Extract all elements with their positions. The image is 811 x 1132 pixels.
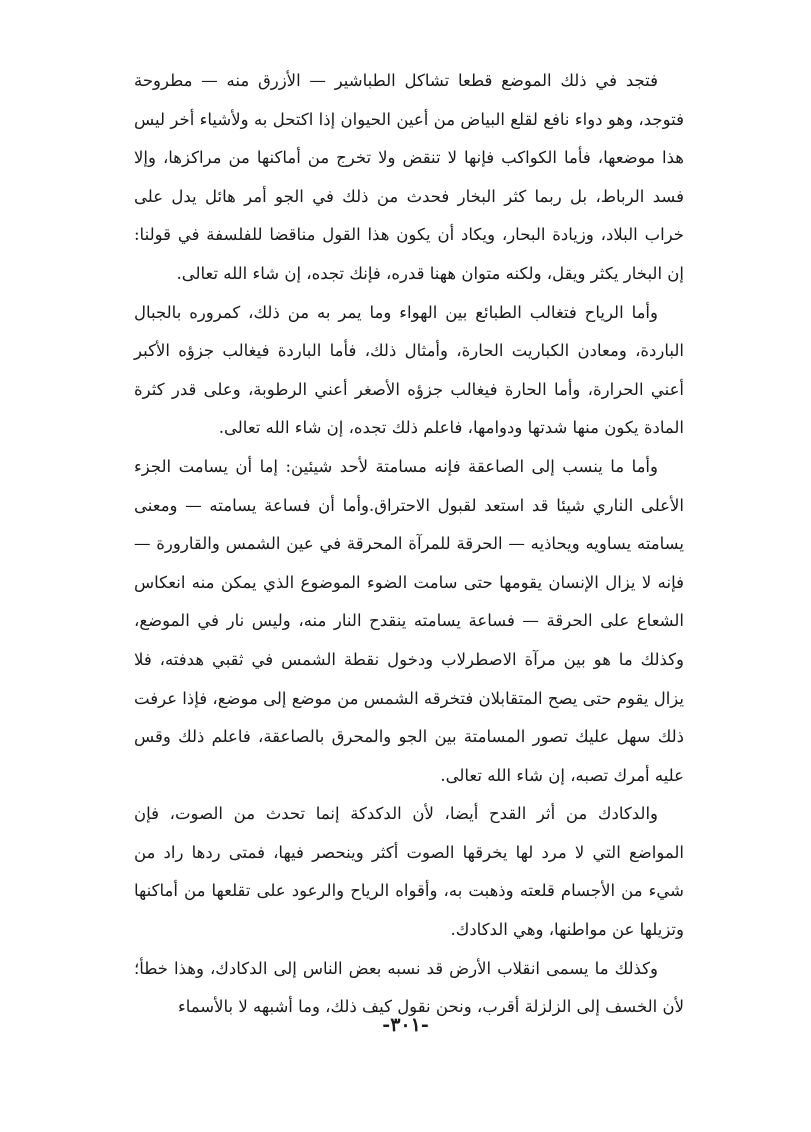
text-body: [134, 62, 684, 1027]
paragraph: وكذلك ما يسمى انقلاب الأرض قد نسبه بعض الناس إلى الدكادك، وهذا خطأ؛ لأن الخسف إلى الزلزلة أقرب، ونحن نقول كيف ذلك، وما أشبهه لا بالأسماء: [134, 958, 684, 1017]
paragraph: وأما ما ينسب إلى الصاعقة فإنه مسامتة لأحد شيئين: إما أن يسامت الجزء الأعلى الناري شيئا قد استعد لقبول الاحتراق.وأما أن فساعة يسامته — ومعنى يسامته يساويه ويحاذيه — الحرقة للمرآة المحرقة في عين الشمس والقارورة — فإنه لا يزال الإنسان يقومها حتى سامت الضوء الموضوع الذي يمكن منه انعكاس الشعاع على الحرقة — فساعة يسامته ينقدح النار منه، وليس نار في الموضع، وكذلك ما هو بين مرآة الاصطرلاب ودخول نقطة الشمس في ثقبي هدفته، فلا يزال يقوم حتى يصح المتقابلان فتخرقه الشمس من موضع إلى موضع، فإذا عرفت ذلك سهل عليك تصور المسامتة بين الجو والمحرق بالصاعقة، فاعلم ذلك وقس عليه أمرك تصبه، إن شاء الله تعالى.: [134, 456, 684, 785]
paragraph: والدكادك من أثر القدح أيضا، لأن الدكدكة إنما تحدث من الصوت، فإن المواضع التي لا مرد لها يخرقها الصوت أكثر وينحصر فيها، فمتى ردها راد من شيء من الأجسام قلعته وذهبت به، وأقواه الرياح والرعود على تقلعها من أماكنها وتزيلها عن مواطنها، وهي الدكادك.: [134, 804, 684, 940]
paragraph: وأما الرياح فتغالب الطبائع بين الهواء وما يمر به من ذلك، كمروره بالجبال الباردة، ومعادن الكباريت الحارة، وأمثال ذلك، فأما الباردة فيغالب جزؤه الأكبر أعني الحرارة، وأما الحارة فيغالب جزؤه الأصغر أعني الرطوبة، وعلى قدر كثرة المادة يكون منها شدتها ودوامها، فاعلم ذلك تجده، إن شاء الله تعالى.: [134, 302, 684, 438]
paragraph: فتجد في ذلك الموضع قطعا تشاكل الطباشير — الأزرق منه — مطروحة فتوجد، وهو دواء نافع لقلع البياض من أعين الحيوان إذا اكتحل به ولأشياء أخر ليس هذا موضعها، فأما الكواكب فإنها لا تنقض ولا تخرج من أماكنها من مراكزها، وإلا فسد الرباط، بل ربما كثر البخار فحدث من ذلك في الجو أمر هائل يدل على خراب البلاد، وزيادة البحار، ويكاد أن يكون هذا القول مناقضا للفلسفة في قولنا: إن البخار يكثر ويقل، ولكنه متوان ههنا قدره، فإنك تجده، إن شاء الله تعالى.: [134, 71, 684, 283]
page-number: -٣٠١-: [382, 1014, 429, 1036]
